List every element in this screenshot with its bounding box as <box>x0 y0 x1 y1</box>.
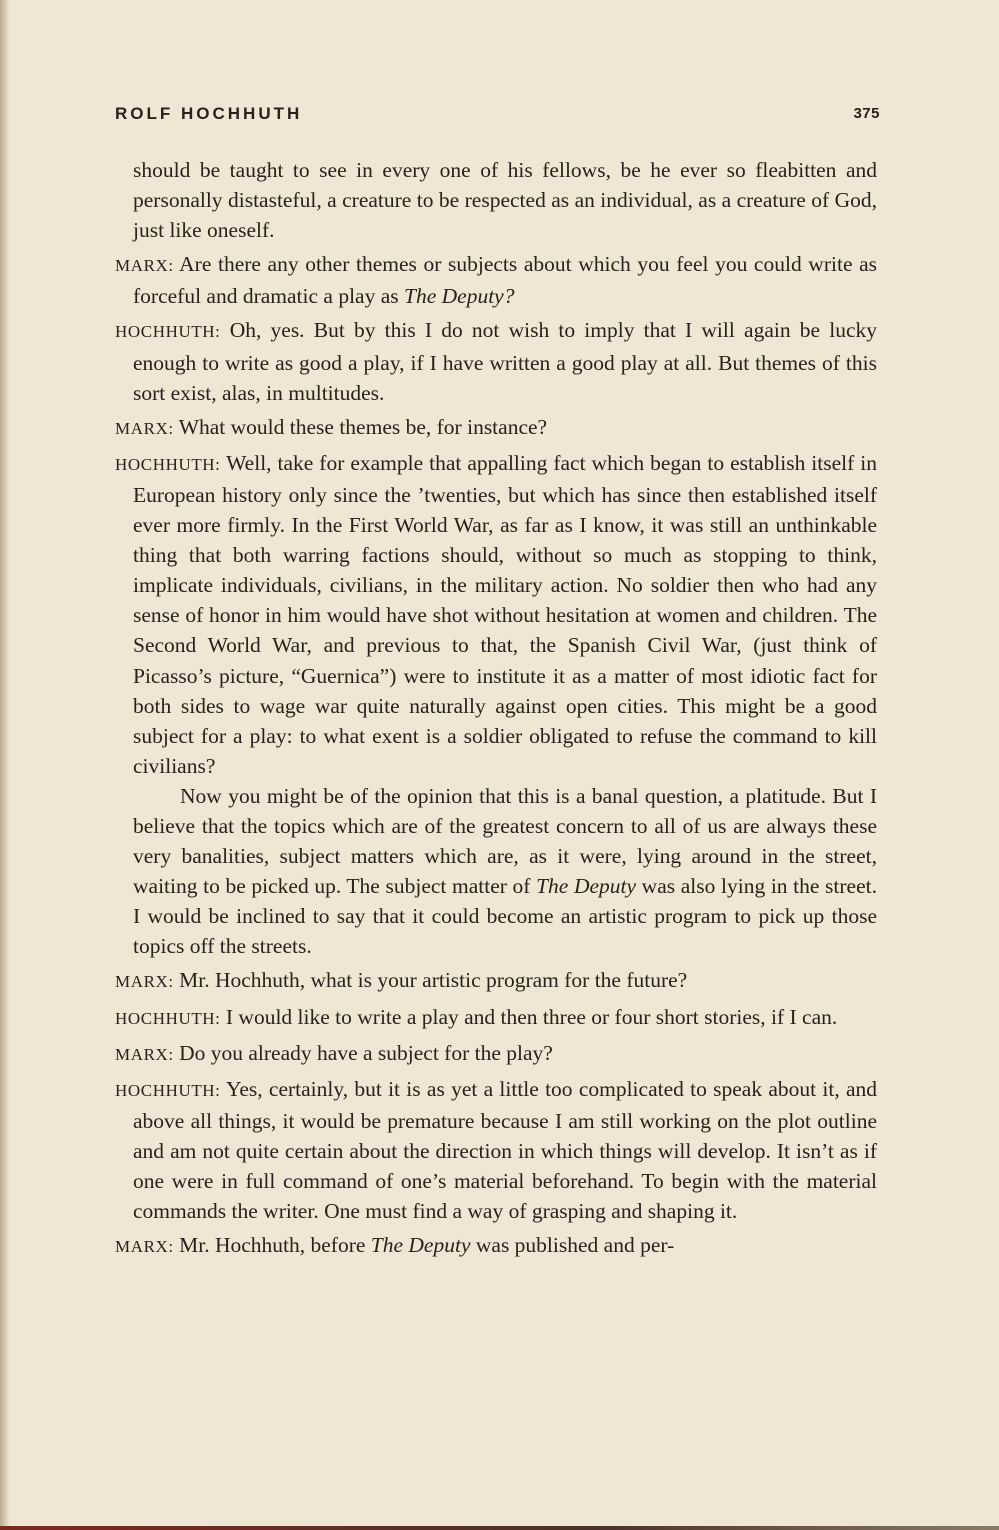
paragraph-text: I would like to write a play and then three or four short stories, if I can. <box>220 1004 838 1029</box>
paragraph-text: Are there any other themes or subjects about which you feel you could write as forceful and dramatic a play as <box>133 252 877 309</box>
text-paragraph <box>115 155 877 245</box>
paragraph-text: Mr. Hochhuth, what is your artistic program for the future? <box>173 968 688 993</box>
dialogue-paragraph <box>115 1230 877 1262</box>
paragraph-text: Well, take for example that appalling fact which began to establish itself in European history only since the ’twenties, but which has since then established itself ever more firmly. In the First World War, as far as I know, it was still an unthinkable thing that both warring factions should, without so much as stopping to think, implicate individuals, civilians, in the military action. No soldier then who had any sense of honor in him would have shot without hesitation at women and children. The Second World War, and previous to that, the Spanish Civil War, (just think of Picasso’s picture, “Guernica”) were to institute it as a matter of most idiotic fact for both sides to wage war quite naturally against open cities. This might be a good subject for a play: to what exent is a soldier obligated to refuse the command to kill civilians? <box>133 450 877 778</box>
paragraph-text: should be taught to see in every one of his fellows, be he ever so fleabitten and personally distasteful, a creature to be respected as an individual, as a creature of God, just like oneself. <box>133 158 877 243</box>
dialogue-paragraph <box>115 1074 877 1226</box>
paragraph-text: Do you already have a subject for the play? <box>173 1040 553 1065</box>
dialogue-paragraph <box>115 1002 877 1034</box>
speaker-label: MARX: <box>115 418 174 438</box>
paragraph-text: Oh, yes. But by this I do not wish to imply that I will again be lucky enough to write as good a play, if I have written a good play at all. But themes of this sort exist, alas, in multitudes. <box>133 318 877 405</box>
speaker-label: MARX: <box>115 1237 174 1257</box>
dialogue-paragraph <box>115 965 877 997</box>
paragraph-text: Now you might be of the opinion that this is a banal question, a platitude. But I believe that the topics which are of the greatest concern to all of us are always these very banalities, subject matters which are, as it were, lying around in the street, waiting to be picked up. The subject matter of <box>133 783 877 899</box>
paragraph-text: What would these themes be, for instance? <box>173 414 548 439</box>
text-paragraph <box>115 781 877 962</box>
dialogue-paragraph <box>115 249 877 311</box>
speaker-label: MARX: <box>115 1044 174 1064</box>
italic-title: The Deputy? <box>404 284 515 309</box>
paragraph-text: Yes, certainly, but it is as yet a little too complicated to speak about it, and above all things, it would be premature because I am still working on the plot outline and am not quite certain about the direction in which things will develop. It isn’t as if one were in full command of one’s material beforehand. To begin with the material commands the writer. One must find a way of grasping and shaping it. <box>133 1076 877 1224</box>
running-head <box>115 104 880 128</box>
italic-title: The Deputy <box>370 1233 471 1258</box>
italic-title: The Deputy <box>536 874 637 899</box>
speaker-label: HOCHHUTH: <box>115 322 221 342</box>
running-title: ROLF HOCHHUTH <box>115 104 303 123</box>
paragraph-text: was also lying in the street. I would be inclined to say that it could become an artistic program to pick up those topics off the streets. <box>133 874 877 959</box>
page-number: 375 <box>853 105 880 122</box>
dialogue-paragraph <box>115 1038 877 1070</box>
speaker-label: HOCHHUTH: <box>115 1080 221 1100</box>
dialogue-paragraph <box>115 412 877 444</box>
body-text <box>115 155 877 1266</box>
paragraph-text: was published and per- <box>470 1233 675 1258</box>
speaker-label: MARX: <box>115 256 174 276</box>
page-binding-shadow <box>0 0 10 1530</box>
speaker-label: HOCHHUTH: <box>115 454 221 474</box>
dialogue-paragraph <box>115 448 877 781</box>
page-bottom-edge <box>0 1526 999 1530</box>
speaker-label: MARX: <box>115 972 174 992</box>
dialogue-paragraph <box>115 315 877 407</box>
speaker-label: HOCHHUTH: <box>115 1008 221 1028</box>
paragraph-text: Mr. Hochhuth, before <box>173 1233 371 1258</box>
